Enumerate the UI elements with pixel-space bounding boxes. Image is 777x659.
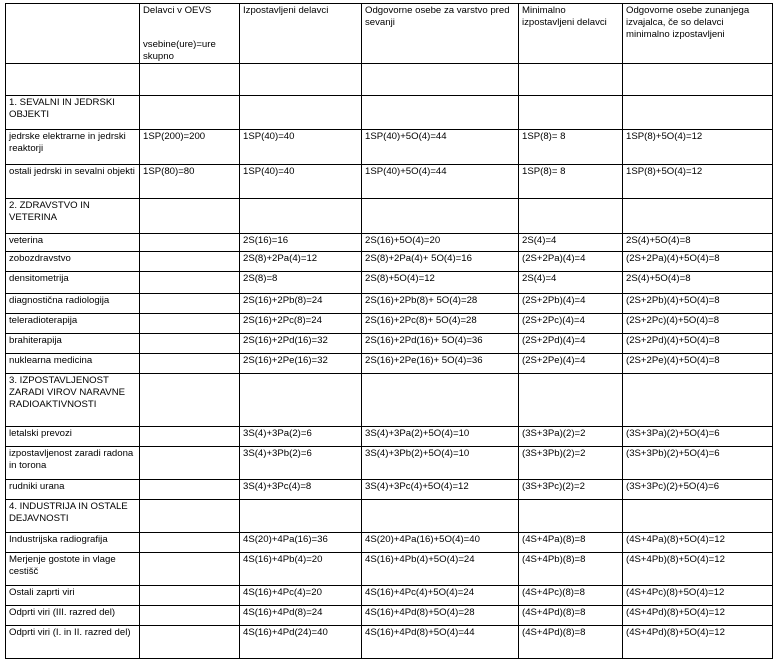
row-label-cell: nuklearna medicina (6, 354, 140, 374)
minimally-exposed-cell (519, 96, 623, 130)
responsible-persons-cell: 1SP(40)+5O(4)=44 (362, 130, 519, 165)
minimally-exposed-cell: (3S+3Pc)(2)=2 (519, 480, 623, 500)
external-responsible-cell: (3S+3Pc)(2)+5O(4)=6 (623, 480, 773, 500)
table-row (6, 334, 773, 354)
oevs-cell (140, 553, 240, 586)
exposed-workers-cell: 3S(4)+3Pc(4)=8 (240, 480, 362, 500)
header-cell-exposed-workers: Izpostavljeni delavci (240, 4, 362, 64)
exposed-workers-cell: 2S(8)+2Pa(4)=12 (240, 252, 362, 272)
responsible-persons-cell: 1SP(40)+5O(4)=44 (362, 165, 519, 199)
minimally-exposed-cell (519, 199, 623, 234)
minimally-exposed-cell: (3S+3Pb)(2)=2 (519, 447, 623, 480)
responsible-persons-cell (362, 374, 519, 427)
exposed-workers-cell: 2S(16)=16 (240, 234, 362, 252)
section-row (6, 96, 773, 130)
external-responsible-cell: (2S+2Pe)(4)+5O(4)=8 (623, 354, 773, 374)
spacer-cell (362, 64, 519, 96)
responsible-persons-cell: 4S(16)+4Pd(8)+5O(4)=44 (362, 626, 519, 659)
oevs-cell (140, 272, 240, 294)
responsible-persons-cell (362, 199, 519, 234)
minimally-exposed-cell (519, 500, 623, 533)
minimally-exposed-cell: (4S+4Pd)(8)=8 (519, 626, 623, 659)
external-responsible-cell: (2S+2Pb)(4)+5O(4)=8 (623, 294, 773, 314)
external-responsible-cell: 2S(4)+5O(4)=8 (623, 234, 773, 252)
exposed-workers-cell: 1SP(40)=40 (240, 130, 362, 165)
section-row (6, 500, 773, 533)
training-hours-table (5, 3, 773, 659)
minimally-exposed-cell: (2S+2Pd)(4)=4 (519, 334, 623, 354)
row-label-cell: 3. IZPOSTAVLJENOST ZARADI VIROV NARAVNE RADIOAKTIVNOSTI (6, 374, 140, 427)
spacer-cell (623, 64, 773, 96)
minimally-exposed-cell: 1SP(8)= 8 (519, 165, 623, 199)
responsible-persons-cell: 3S(4)+3Pb(2)+5O(4)=10 (362, 447, 519, 480)
row-label-cell: 1. SEVALNI IN JEDRSKI OBJEKTI (6, 96, 140, 130)
header-cell-minimally-exposed: Minimalno izpostavljeni delavci (519, 4, 623, 64)
responsible-persons-cell: 2S(16)+5O(4)=20 (362, 234, 519, 252)
oevs-cell (140, 586, 240, 606)
minimally-exposed-cell (519, 374, 623, 427)
minimally-exposed-cell: 1SP(8)= 8 (519, 130, 623, 165)
table-row (6, 626, 773, 659)
table-row (6, 252, 773, 272)
exposed-workers-cell: 2S(16)+2Pe(16)=32 (240, 354, 362, 374)
exposed-workers-cell: 2S(16)+2Pd(16)=32 (240, 334, 362, 354)
external-responsible-cell (623, 374, 773, 427)
minimally-exposed-cell: 2S(4)=4 (519, 234, 623, 252)
table-row (6, 480, 773, 500)
row-label-cell: diagnostična radiologija (6, 294, 140, 314)
row-label-cell: teleradioterapija (6, 314, 140, 334)
table-row (6, 234, 773, 252)
external-responsible-cell: (2S+2Pc)(4)+5O(4)=8 (623, 314, 773, 334)
row-label-cell: izpostavljenost zaradi radona in torona (6, 447, 140, 480)
oevs-cell (140, 252, 240, 272)
row-label-cell: 2. ZDRAVSTVO IN VETERINA (6, 199, 140, 234)
table-row (6, 314, 773, 334)
responsible-persons-cell: 2S(8)+2Pa(4)+ 5O(4)=16 (362, 252, 519, 272)
external-responsible-cell: (2S+2Pa)(4)+5O(4)=8 (623, 252, 773, 272)
oevs-cell (140, 606, 240, 626)
table-row (6, 354, 773, 374)
minimally-exposed-cell: (3S+3Pa)(2)=2 (519, 427, 623, 447)
section-row (6, 199, 773, 234)
row-label-cell: veterina (6, 234, 140, 252)
table-row (6, 606, 773, 626)
external-responsible-cell (623, 96, 773, 130)
external-responsible-cell: (4S+4Pa)(8)+5O(4)=12 (623, 533, 773, 553)
exposed-workers-cell (240, 500, 362, 533)
oevs-cell (140, 354, 240, 374)
external-responsible-cell: (4S+4Pc)(8)+5O(4)=12 (623, 586, 773, 606)
table-row (6, 447, 773, 480)
row-label-cell: zobozdravstvo (6, 252, 140, 272)
header-spacer-row (6, 64, 773, 96)
responsible-persons-cell (362, 500, 519, 533)
external-responsible-cell: 2S(4)+5O(4)=8 (623, 272, 773, 294)
external-responsible-cell: 1SP(8)+5O(4)=12 (623, 165, 773, 199)
row-label-cell: Merjenje gostote in vlage cestišč (6, 553, 140, 586)
table-body (6, 4, 773, 659)
external-responsible-cell: (2S+2Pd)(4)+5O(4)=8 (623, 334, 773, 354)
oevs-cell (140, 447, 240, 480)
minimally-exposed-cell: (2S+2Pa)(4)=4 (519, 252, 623, 272)
header-oevs-sublabel: vsebine(ure)=ure skupno (143, 39, 216, 62)
external-responsible-cell: (4S+4Pb)(8)+5O(4)=12 (623, 553, 773, 586)
spacer-cell (519, 64, 623, 96)
exposed-workers-cell: 3S(4)+3Pa(2)=6 (240, 427, 362, 447)
external-responsible-cell (623, 500, 773, 533)
row-label-cell: Industrijska radiografija (6, 533, 140, 553)
oevs-cell (140, 626, 240, 659)
header-row (6, 4, 773, 64)
header-cell-external-responsible: Odgovorne osebe zunanjega izvajalca, če so delavci minimalno izpostavljeni (623, 4, 773, 64)
minimally-exposed-cell: (4S+4Pb)(8)=8 (519, 553, 623, 586)
row-label-cell: ostali jedrski in sevalni objekti (6, 165, 140, 199)
responsible-persons-cell: 2S(8)+5O(4)=12 (362, 272, 519, 294)
responsible-persons-cell: 2S(16)+2Pe(16)+ 5O(4)=36 (362, 354, 519, 374)
spacer-cell (240, 64, 362, 96)
oevs-cell (140, 480, 240, 500)
row-label-cell: 4. INDUSTRIJA IN OSTALE DEJAVNOSTI (6, 500, 140, 533)
table-row (6, 533, 773, 553)
oevs-cell (140, 374, 240, 427)
exposed-workers-cell: 1SP(40)=40 (240, 165, 362, 199)
exposed-workers-cell: 2S(16)+2Pb(8)=24 (240, 294, 362, 314)
responsible-persons-cell: 4S(20)+4Pa(16)+5O(4)=40 (362, 533, 519, 553)
responsible-persons-cell (362, 96, 519, 130)
exposed-workers-cell: 2S(16)+2Pc(8)=24 (240, 314, 362, 334)
exposed-workers-cell: 3S(4)+3Pb(2)=6 (240, 447, 362, 480)
exposed-workers-cell (240, 199, 362, 234)
exposed-workers-cell: 4S(20)+4Pa(16)=36 (240, 533, 362, 553)
oevs-cell: 1SP(80)=80 (140, 165, 240, 199)
spacer-cell (6, 64, 140, 96)
external-responsible-cell: (3S+3Pb)(2)+5O(4)=6 (623, 447, 773, 480)
oevs-cell (140, 314, 240, 334)
oevs-cell (140, 234, 240, 252)
exposed-workers-cell (240, 374, 362, 427)
spacer-cell (140, 64, 240, 96)
oevs-cell (140, 199, 240, 234)
responsible-persons-cell: 4S(16)+4Pc(4)+5O(4)=24 (362, 586, 519, 606)
minimally-exposed-cell: (4S+4Pa)(8)=8 (519, 533, 623, 553)
external-responsible-cell (623, 199, 773, 234)
exposed-workers-cell: 4S(16)+4Pc(4)=20 (240, 586, 362, 606)
row-label-cell: letalski prevozi (6, 427, 140, 447)
minimally-exposed-cell: (4S+4Pc)(8)=8 (519, 586, 623, 606)
table-row (6, 427, 773, 447)
table-row (6, 586, 773, 606)
oevs-cell (140, 500, 240, 533)
header-cell-responsible-persons: Odgovorne osebe za varstvo pred sevanji (362, 4, 519, 64)
responsible-persons-cell: 3S(4)+3Pc(4)+5O(4)=12 (362, 480, 519, 500)
row-label-cell: Odprti viri (III. razred del) (6, 606, 140, 626)
row-label-cell: jedrske elektrarne in jedrski reaktorji (6, 130, 140, 165)
minimally-exposed-cell: (4S+4Pd)(8)=8 (519, 606, 623, 626)
external-responsible-cell: 1SP(8)+5O(4)=12 (623, 130, 773, 165)
external-responsible-cell: (4S+4Pd)(8)+5O(4)=12 (623, 626, 773, 659)
external-responsible-cell: (4S+4Pd)(8)+5O(4)=12 (623, 606, 773, 626)
row-label-cell: Odprti viri (I. in II. razred del) (6, 626, 140, 659)
responsible-persons-cell: 4S(16)+4Pb(4)+5O(4)=24 (362, 553, 519, 586)
minimally-exposed-cell: 2S(4)=4 (519, 272, 623, 294)
oevs-cell: 1SP(200)=200 (140, 130, 240, 165)
oevs-cell (140, 96, 240, 130)
row-label-cell: brahiterapija (6, 334, 140, 354)
responsible-persons-cell: 4S(16)+4Pd(8)+5O(4)=28 (362, 606, 519, 626)
header-cell-blank (6, 4, 140, 64)
oevs-cell (140, 427, 240, 447)
header-cell-oevs (140, 4, 240, 64)
section-row (6, 374, 773, 427)
minimally-exposed-cell: (2S+2Pc)(4)=4 (519, 314, 623, 334)
table-row (6, 553, 773, 586)
row-label-cell: rudniki urana (6, 480, 140, 500)
responsible-persons-cell: 2S(16)+2Pb(8)+ 5O(4)=28 (362, 294, 519, 314)
table-row (6, 272, 773, 294)
minimally-exposed-cell: (2S+2Pb)(4)=4 (519, 294, 623, 314)
minimally-exposed-cell: (2S+2Pe)(4)=4 (519, 354, 623, 374)
row-label-cell: densitometrija (6, 272, 140, 294)
header-oevs-label: Delavci v OEVS (143, 5, 212, 16)
exposed-workers-cell (240, 96, 362, 130)
responsible-persons-cell: 2S(16)+2Pc(8)+ 5O(4)=28 (362, 314, 519, 334)
exposed-workers-cell: 2S(8)=8 (240, 272, 362, 294)
oevs-cell (140, 533, 240, 553)
responsible-persons-cell: 2S(16)+2Pd(16)+ 5O(4)=36 (362, 334, 519, 354)
table-row (6, 165, 773, 199)
table-row (6, 130, 773, 165)
exposed-workers-cell: 4S(16)+4Pd(24)=40 (240, 626, 362, 659)
row-label-cell: Ostali zaprti viri (6, 586, 140, 606)
oevs-cell (140, 294, 240, 314)
exposed-workers-cell: 4S(16)+4Pb(4)=20 (240, 553, 362, 586)
external-responsible-cell: (3S+3Pa)(2)+5O(4)=6 (623, 427, 773, 447)
responsible-persons-cell: 3S(4)+3Pa(2)+5O(4)=10 (362, 427, 519, 447)
oevs-cell (140, 334, 240, 354)
table-row (6, 294, 773, 314)
exposed-workers-cell: 4S(16)+4Pd(8)=24 (240, 606, 362, 626)
